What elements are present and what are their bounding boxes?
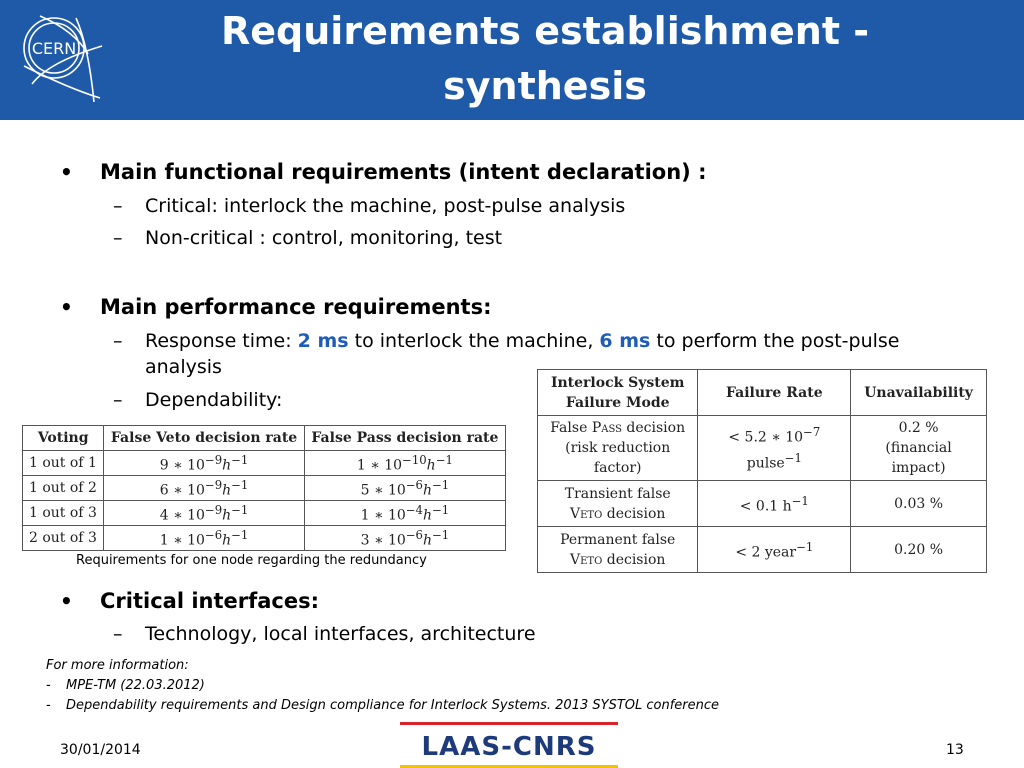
sub-item: – Critical: interlock the machine, post-pulse analysis <box>113 195 626 217</box>
voting-table <box>22 425 506 551</box>
footer-date: 30/01/2014 <box>60 742 141 758</box>
svg-text:CERN: CERN <box>31 39 77 58</box>
response-value-interlock: 2 ms <box>297 330 349 352</box>
bullet-interfaces-label: Critical interfaces: <box>100 589 320 613</box>
bullet-performance <box>60 295 492 319</box>
laas-cnrs-logo <box>400 722 618 768</box>
notes-item: - Dependability requirements and Design compliance for Interlock Systems. 2013 SYSTOL conference <box>46 698 720 713</box>
table-row: Permanent false Veto decision < 2 year$^{-1}$ 0.20 % <box>538 527 987 573</box>
table-header-row: Voting False Veto decision rate False Pass decision rate <box>23 426 506 451</box>
sub-item-noncritical: Non-critical : control, monitoring, test <box>145 227 503 249</box>
voting-table-caption: Requirements for one node regarding the redundancy <box>76 553 427 568</box>
table-row: 1 out of 1 9 ∗ $10^{-9}h^{-1}$ 1 ∗ $10^{-10}h^{-1}$ <box>23 451 506 476</box>
table-row: 2 out of 3 1 ∗ $10^{-6}h^{-1}$ 3 ∗ $10^{-6}h^{-1}$ <box>23 526 506 551</box>
slide-title <box>150 4 940 114</box>
cern-logo <box>14 6 114 106</box>
table-header-row: Interlock System Failure Mode Failure Rate Unavailability <box>538 370 987 416</box>
failure-mode-table <box>537 369 987 573</box>
notes-heading: For more information: <box>46 658 189 673</box>
table-row: 1 out of 3 4 ∗ $10^{-9}h^{-1}$ 1 ∗ $10^{-4}h^{-1}$ <box>23 501 506 526</box>
sub-item-interfaces: Technology, local interfaces, architecture <box>145 623 536 645</box>
title-bar <box>0 0 1024 120</box>
notes-item: - MPE-TM (22.03.2012) <box>46 678 205 693</box>
sub-item: – Non-critical : control, monitoring, test <box>113 227 503 249</box>
bullet-dot: • <box>60 295 73 319</box>
bullet-interfaces <box>60 589 320 613</box>
page-number: 13 <box>946 742 964 758</box>
sub-item-critical: Critical: interlock the machine, post-pulse analysis <box>145 195 626 217</box>
sub-item: – Dependability: <box>113 389 283 411</box>
bullet-functional <box>60 160 707 184</box>
svg-text:LAAS-CNRS: LAAS-CNRS <box>421 732 597 762</box>
bullet-dot: • <box>60 160 73 184</box>
table-row: Transient false Veto decision < 0.1 $h^{-1}$ 0.03 % <box>538 481 987 527</box>
slide-title-line2: synthesis <box>443 64 647 108</box>
bullet-dot: • <box>60 589 73 613</box>
more-info-notes <box>46 656 719 716</box>
bullet-performance-label: Main performance requirements: <box>100 295 492 319</box>
sub-item-dependability: Dependability: <box>145 389 283 411</box>
slide-title-line1: Requirements establishment - <box>221 9 869 53</box>
sub-item-response-time: – Response time: 2 ms to interlock the machine, 6 ms to perform the post-pulse analysis <box>113 330 900 378</box>
sub-item: – Technology, local interfaces, architecture <box>113 623 536 645</box>
table-row: False Pass decision (risk reduction factor) < 5.2 ∗ $10^{-7}$ pulse$^{-1}$ 0.2 % (financial impact) <box>538 416 987 481</box>
response-value-postpulse: 6 ms <box>599 330 651 352</box>
table-row: 1 out of 2 6 ∗ $10^{-9}h^{-1}$ 5 ∗ $10^{-6}h^{-1}$ <box>23 476 506 501</box>
bullet-functional-label: Main functional requirements (intent declaration) : <box>100 160 707 184</box>
